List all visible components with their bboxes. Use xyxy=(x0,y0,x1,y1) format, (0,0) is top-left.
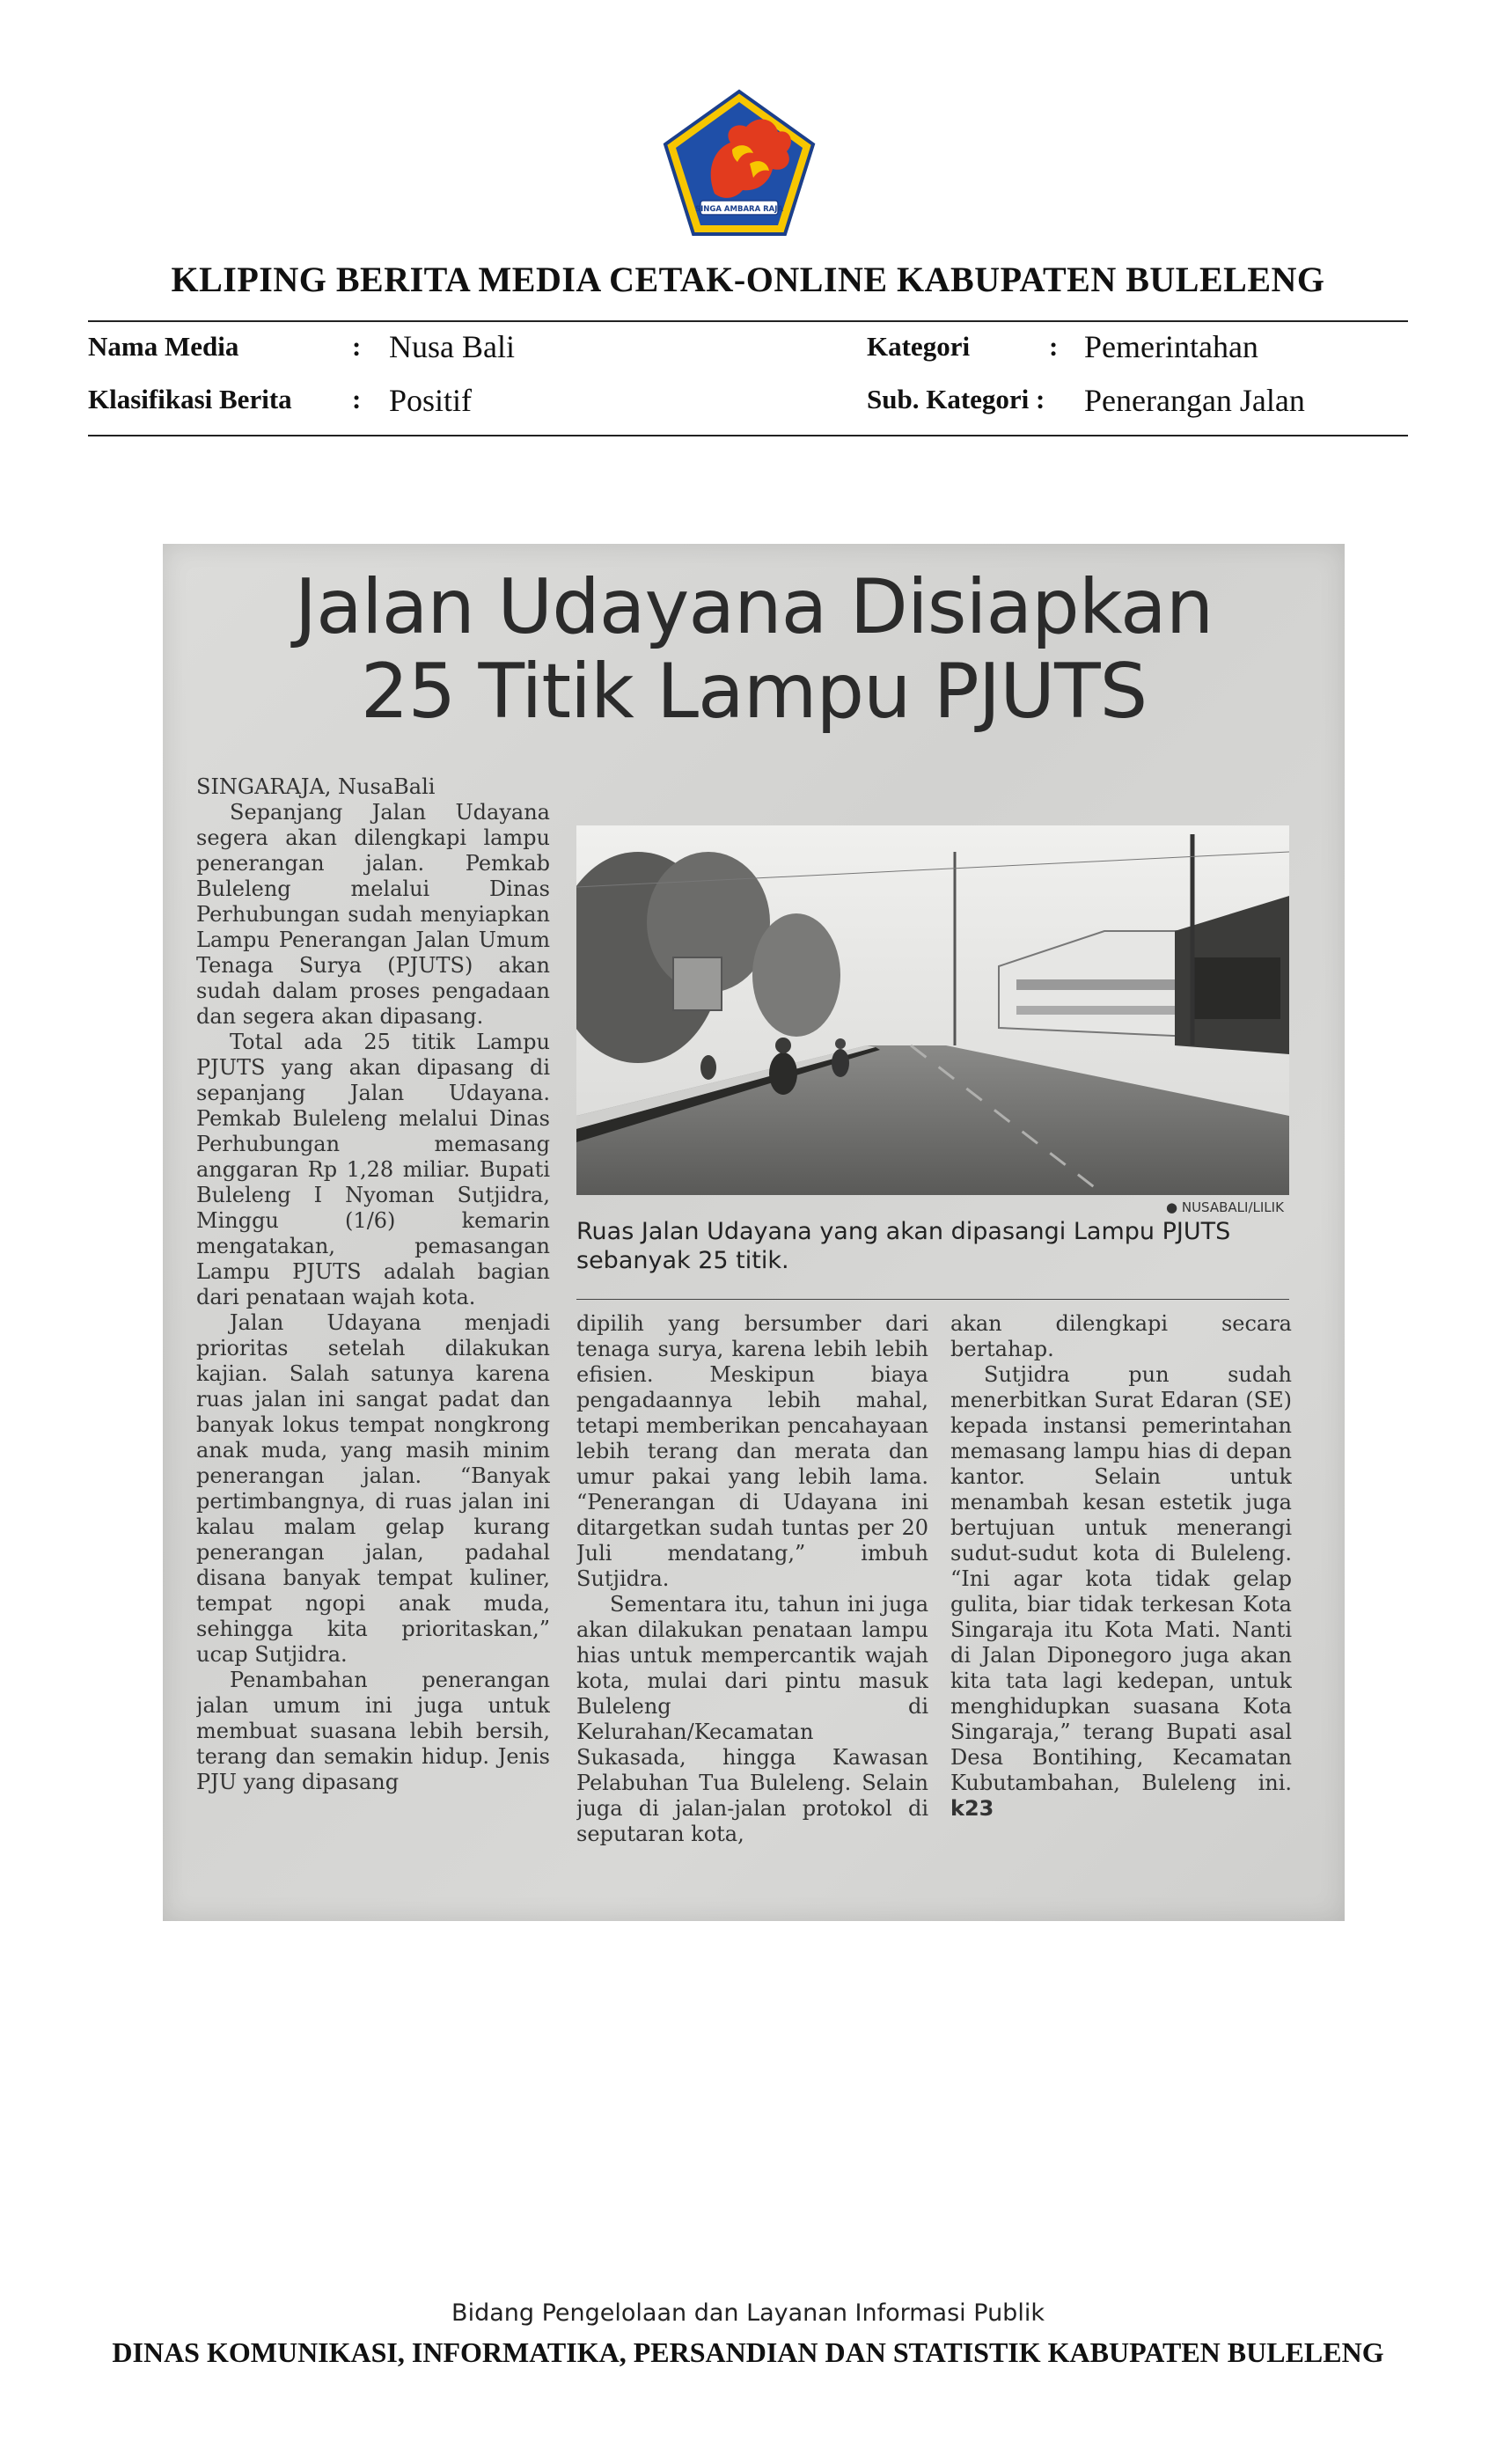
paragraph-text: Sutjidra pun sudah menerbitkan Surat Edaran (SE) kepada instansi pemerintahan memasang lampu hias di depan kantor. Selain untuk menambah kesan estetik juga bertujuan untuk menerangi sudut-sudut kota di Buleleng. “Ini agar kota tidak gelap gulita, biar tidak terkesan Kota Singaraja itu Kota Mati. Nanti di Jalan Diponegoro juga akan kita tata lagi kedepan, untuk menghidupkan suasana Kota Singaraja,” terang Bupati asal Desa Bontihing, Kecamatan Kubutambahan, Buleleng ini. xyxy=(950,1362,1292,1795)
footer-unit: Bidang Pengelolaan dan Layanan Informasi Publik xyxy=(451,2299,1045,2327)
subkategori-value: Penerangan Jalan xyxy=(1084,383,1305,418)
subkategori-label: Sub. Kategori : xyxy=(867,384,1045,414)
media-label: Nama Media xyxy=(88,331,239,362)
kategori-value: Pemerintahan xyxy=(1084,329,1258,364)
kategori-label: Kategori xyxy=(867,331,971,362)
paragraph: Total ada 25 titik Lampu PJUTS yang akan dipasang di sepanjang Jalan Udayana. Pemkab Buleleng melalui Dinas Perhubungan memasang anggaran Rp 1,28 miliar. Bupati Buleleng I Nyoman Sutjidra, Minggu (1/6) kemarin mengatakan, pemasangan Lampu PJUTS adalah bagian dari penataan wajah kota. xyxy=(196,1030,550,1309)
photo-caption: Ruas Jalan Udayana yang akan dipasangi Lampu PJUTS sebanyak 25 titik. xyxy=(576,1218,1231,1274)
photo-credit: ● NUSABALI/LILIK xyxy=(1166,1199,1284,1215)
dateline: SINGARAJA, NusaBali xyxy=(196,774,436,799)
news-clipping xyxy=(163,544,1345,1921)
klasifikasi-colon: : xyxy=(352,384,362,414)
klasifikasi-value: Positif xyxy=(389,383,473,418)
paragraph: Penambahan penerangan jalan umum ini juga untuk membuat suasana lebih bersih, terang dan semakin hidup. Jenis PJU yang dipasang xyxy=(196,1668,550,1794)
paragraph: Sementara itu, tahun ini juga akan dilakukan penataan lampu hias untuk mempercantik wajah kota, mulai dari pintu masuk Buleleng di Kelurahan/Kecamatan Sukasada, hingga Kawasan Pelabuhan Tua Buleleng. Selain juga di jalan-jalan protokol di seputaran kota, xyxy=(576,1592,928,1846)
article-column-1 xyxy=(196,774,550,1892)
klasifikasi-label: Klasifikasi Berita xyxy=(88,384,292,414)
caption-divider xyxy=(576,1299,1289,1300)
headline-line-1: Jalan Udayana Disiapkan xyxy=(294,563,1214,651)
street-photo xyxy=(576,825,1289,1195)
paragraph xyxy=(950,1362,1292,1822)
author-signoff: k23 xyxy=(950,1796,994,1821)
kategori-colon: : xyxy=(1049,331,1059,362)
media-colon: : xyxy=(352,331,362,362)
paragraph: akan dilengkapi secara bertahap. xyxy=(950,1311,1292,1361)
header-top-rule xyxy=(88,320,1408,322)
article-column-2 xyxy=(576,1311,928,1892)
media-value: Nusa Bali xyxy=(389,329,515,364)
paragraph: Sepanjang Jalan Udayana segera akan dilengkapi lampu penerangan jalan. Pemkab Buleleng melalui Dinas Perhubungan sudah menyiapkan Lampu Penerangan Jalan Umum Tenaga Surya (PJUTS) akan sudah dalam proses pengadaan dan segera akan dipasang. xyxy=(196,800,550,1029)
paragraph: Jalan Udayana menjadi prioritas setelah dilakukan kajian. Salah satunya karena ruas jalan ini sangat padat dan banyak lokus tempat nongkrong anak muda, yang masih minim penerangan jalan. “Banyak pertimbangnya, di ruas jalan ini kalau malam gelap kurang penerangan jalan, padahal disana banyak tempat kuliner, tempat ngopi anak muda, sehingga kita prioritaskan,” ucap Sutjidra. xyxy=(196,1310,550,1667)
emblem-motto: SINGA AMBARA RAJA xyxy=(695,205,783,214)
page-title: KLIPING BERITA MEDIA CETAK-ONLINE KABUPATEN BULELENG xyxy=(171,260,1325,299)
buleleng-emblem xyxy=(662,88,817,238)
article-column-3 xyxy=(950,1311,1292,1892)
headline-line-2: 25 Titik Lampu PJUTS xyxy=(360,648,1148,736)
footer-agency: DINAS KOMUNIKASI, INFORMATIKA, PERSANDIAN DAN STATISTIK KABUPATEN BULELENG xyxy=(112,2336,1384,2368)
paragraph: dipilih yang bersumber dari tenaga surya, karena lebih lebih efisien. Meskipun biaya pengadaannya lebih mahal, tetapi memberikan pencahayaan lebih terang dan merata dan umur pakai yang lebih lama. “Penerangan di Udayana ini ditargetkan sudah tuntas per 20 Juli mendatang,” imbuh Sutjidra. xyxy=(576,1311,928,1591)
header-bottom-rule xyxy=(88,435,1408,436)
